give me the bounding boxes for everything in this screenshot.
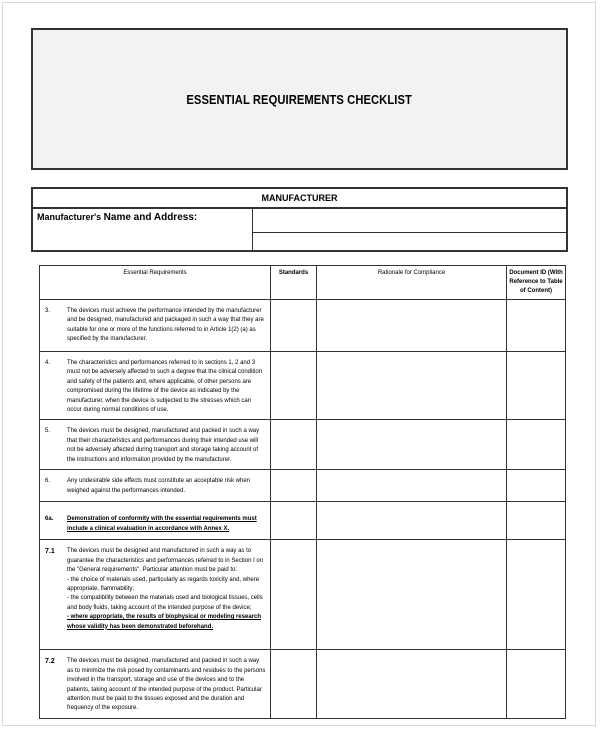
column-header-rationale: Rationale for Compliance [317,266,507,300]
table-row [40,650,566,718]
requirement-cell [40,420,271,470]
column-header-standards: Standards [271,266,317,300]
requirement-bullet: - the compatibility between the materials used and biological tissues, cells and body fluids, taking account of the intended purpose of the device; [67,595,263,611]
requirement-cell [40,502,271,540]
rationale-cell[interactable] [317,540,507,650]
table-row [40,352,566,420]
requirements-table [39,265,566,719]
requirement-cell [40,650,271,718]
rationale-cell[interactable] [317,420,507,470]
standards-cell[interactable] [271,352,317,420]
table-row [40,470,566,502]
standards-cell[interactable] [271,502,317,540]
rationale-cell[interactable] [317,470,507,502]
rationale-cell[interactable] [317,352,507,420]
requirement-number: 5. [45,428,51,435]
manufacturer-name-field[interactable] [253,209,566,252]
requirement-cell [40,540,271,650]
column-header-document-id: Document ID (With Reference to Table of Content) [507,266,566,300]
requirement-text: The devices must be designed, manufactured and packed in such a way that their characteristics and performances during their intended use will not be adversely affected during transport and storage taking account of the instructions and information provided by the manufacturer. [67,428,260,463]
requirement-number: 3. [45,308,51,314]
manufacturer-label-large: Name and Address: [103,212,198,223]
standards-cell[interactable] [271,470,317,502]
requirement-bullet: - the choice of materials used, particularly as regards toxicity and, where appropriate, flammability; [67,576,260,593]
requirement-number: 7.2 [45,658,55,666]
document-id-cell[interactable] [507,420,566,470]
requirement-text: The devices must be designed and manufactured in such a way as to guarantee the characteristics and performances referred to in Section I on the "General requirements". Particular attention must be paid to: [67,548,264,574]
requirement-text: Demonstration of conformity with the essential requirements must include a clinical evaluation in accordance with Annex X. [67,516,257,532]
table-row [40,420,566,470]
standards-cell[interactable] [271,420,317,470]
standards-cell[interactable] [271,300,317,352]
rationale-cell[interactable] [317,650,507,718]
manufacturer-label [33,209,253,252]
document-id-cell[interactable] [507,650,566,718]
requirement-number: 6. [45,478,51,485]
requirement-cell [40,300,271,352]
requirement-number: 6a. [45,516,54,523]
requirement-cell [40,470,271,502]
document-id-cell[interactable] [507,300,566,352]
manufacturer-section [31,187,568,252]
document-id-cell[interactable] [507,540,566,650]
table-row [40,502,566,540]
table-row [40,540,566,650]
document-id-cell[interactable] [507,352,566,420]
column-header-requirements: Essential Requirements [40,266,271,300]
requirement-text: Any undesirable side effects must constitute an acceptable risk when weighed against the performances intended. [67,478,250,494]
standards-cell[interactable] [271,650,317,718]
table-row [40,300,566,352]
requirement-bullet: - where appropriate, the results of biophysical or modeling research whose validity has been demonstrated beforehand. [67,614,262,630]
requirement-text: The devices must be designed, manufactured and packed in such a way as to minimize the risk posed by contaminants and residues to the persons involved in the transport, storage and use of the devices and to the patients, taking account of the intended purpose of the product. Particular attention must be paid to the tissues exposed and the duration and frequency of the exposure. [67,658,266,712]
document-id-cell[interactable] [507,470,566,502]
title-box [31,28,568,170]
manufacturer-row [33,209,566,252]
document-id-cell[interactable] [507,502,566,540]
document-title: ESSENTIAL REQUIREMENTS CHECKLIST [186,91,413,107]
requirement-text: The characteristics and performances referred to in sections 1, 2 and 3 must not be adversely affected to such a degree that the clinical condition and safety of the patients and, where applicable, of other persons are compromised during the lifetime of the device as indicated by the manufacturer, when the device is subjected to the stresses which can occur during normal conditions of use. [67,360,263,414]
manufacturer-header: MANUFACTURER [33,189,566,209]
manufacturer-label-small: Manufacturer's [37,212,102,222]
requirement-cell [40,352,271,420]
standards-cell[interactable] [271,540,317,650]
requirement-number: 4. [45,360,51,366]
table-header-row [40,266,566,300]
requirement-number: 7.1 [45,548,55,556]
rationale-cell[interactable] [317,300,507,352]
manufacturer-field-divider [253,232,566,233]
requirement-text: The devices must achieve the performance intended by the manufacturer and be designed, manufactured and packaged in such a way that they are suitable for one or more of the functions referred to in Article 1(2) (a) as specified by the manufacturer. [67,308,264,343]
rationale-cell[interactable] [317,502,507,540]
